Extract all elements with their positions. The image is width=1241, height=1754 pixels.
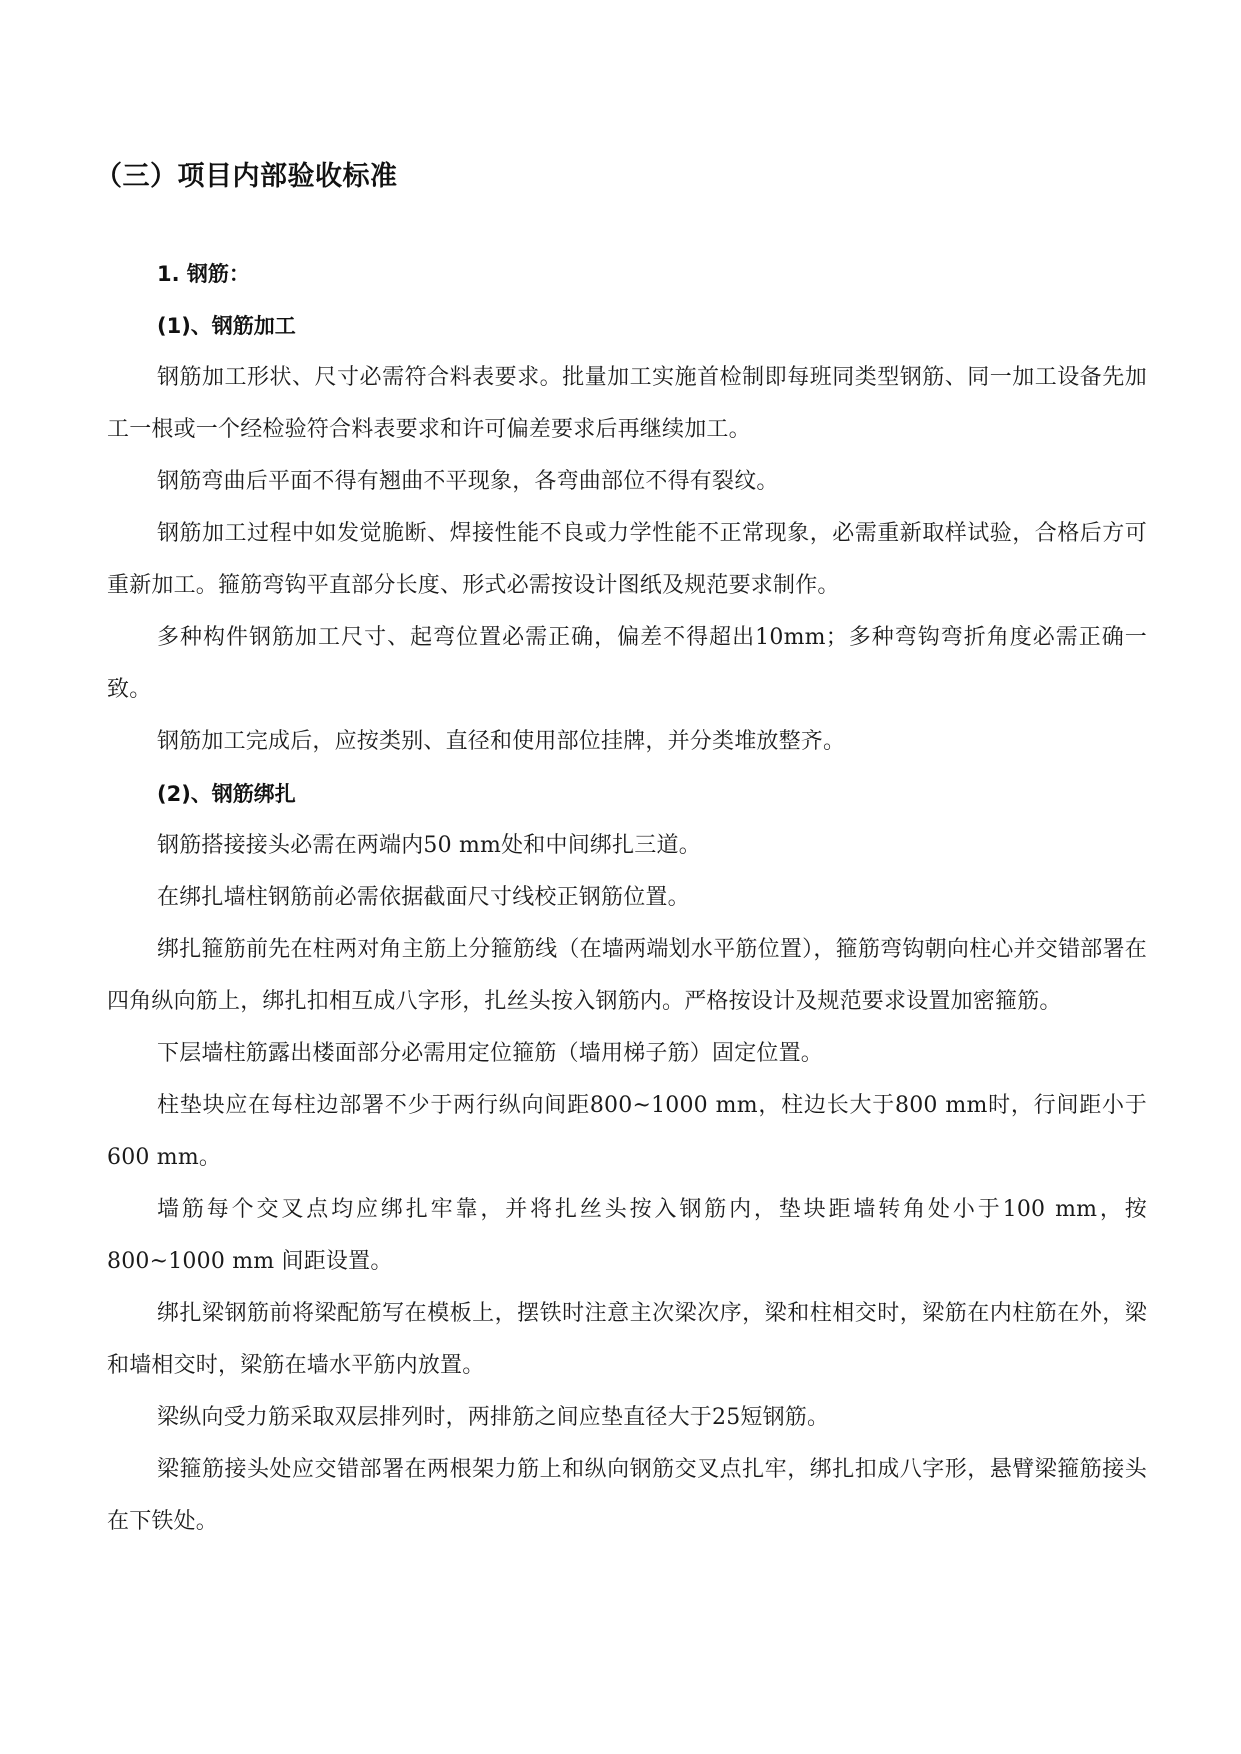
group-heading-binding: (2)、钢筋绑扎 [157, 782, 296, 806]
paragraph: 钢筋加工过程中如发觉脆断、焊接性能不良或力学性能不正常现象，必需重新取样试验，合格后方可重新加工。箍筋弯钩平直部分长度、形式必需按设计图纸及规范要求制作。 [107, 521, 1147, 598]
document-body [107, 248, 1147, 1548]
paragraph: 梁箍筋接头处应交错部署在两根架力筋上和纵向钢筋交叉点扎牢，绑扎扣成八字形，悬臂梁箍筋接头在下铁处。 [107, 1457, 1147, 1534]
paragraph: 在绑扎墙柱钢筋前必需依据截面尺寸线校正钢筋位置。 [157, 885, 690, 910]
paragraph: 钢筋搭接接头必需在两端内50 mm处和中间绑扎三道。 [157, 833, 701, 858]
subsection-heading: 1. 钢筋： [157, 262, 250, 286]
paragraph: 绑扎梁钢筋前将梁配筋写在模板上，摆铁时注意主次梁次序，梁和柱相交时，梁筋在内柱筋在外，梁和墙相交时，梁筋在墙水平筋内放置。 [107, 1301, 1147, 1378]
paragraph: 钢筋弯曲后平面不得有翘曲不平现象，各弯曲部位不得有裂纹。 [157, 469, 779, 494]
paragraph: 下层墙柱筋露出楼面部分必需用定位箍筋（墙用梯子筋）固定位置。 [157, 1041, 824, 1066]
group-heading-processing: (1)、钢筋加工 [157, 314, 296, 338]
paragraph: 墙筋每个交叉点均应绑扎牢靠，并将扎丝头按入钢筋内，垫块距墙转角处小于100 mm，按800~1000 mm 间距设置。 [107, 1197, 1147, 1274]
paragraph: 绑扎箍筋前先在柱两对角主筋上分箍筋线（在墙两端划水平筋位置），箍筋弯钩朝向柱心并交错部署在四角纵向筋上，绑扎扣相互成八字形，扎丝头按入钢筋内。严格按设计及规范要求设置加密箍筋。 [107, 937, 1147, 1014]
paragraph: 柱垫块应在每柱边部署不少于两行纵向间距800~1000 mm，柱边长大于800 mm时，行间距小于600 mm。 [107, 1093, 1147, 1170]
paragraph: 梁纵向受力筋采取双层排列时，两排筋之间应垫直径大于25短钢筋。 [157, 1405, 830, 1430]
paragraph: 钢筋加工形状、尺寸必需符合料表要求。批量加工实施首检制即每班同类型钢筋、同一加工设备先加工一根或一个经检验符合料表要求和许可偏差要求后再继续加工。 [107, 365, 1147, 442]
paragraph: 钢筋加工完成后，应按类别、直径和使用部位挂牌，并分类堆放整齐。 [157, 729, 846, 754]
section-title: （三）项目内部验收标准 [95, 161, 398, 192]
paragraph: 多种构件钢筋加工尺寸、起弯位置必需正确，偏差不得超出10mm；多种弯钩弯折角度必需正确一致。 [107, 625, 1147, 702]
